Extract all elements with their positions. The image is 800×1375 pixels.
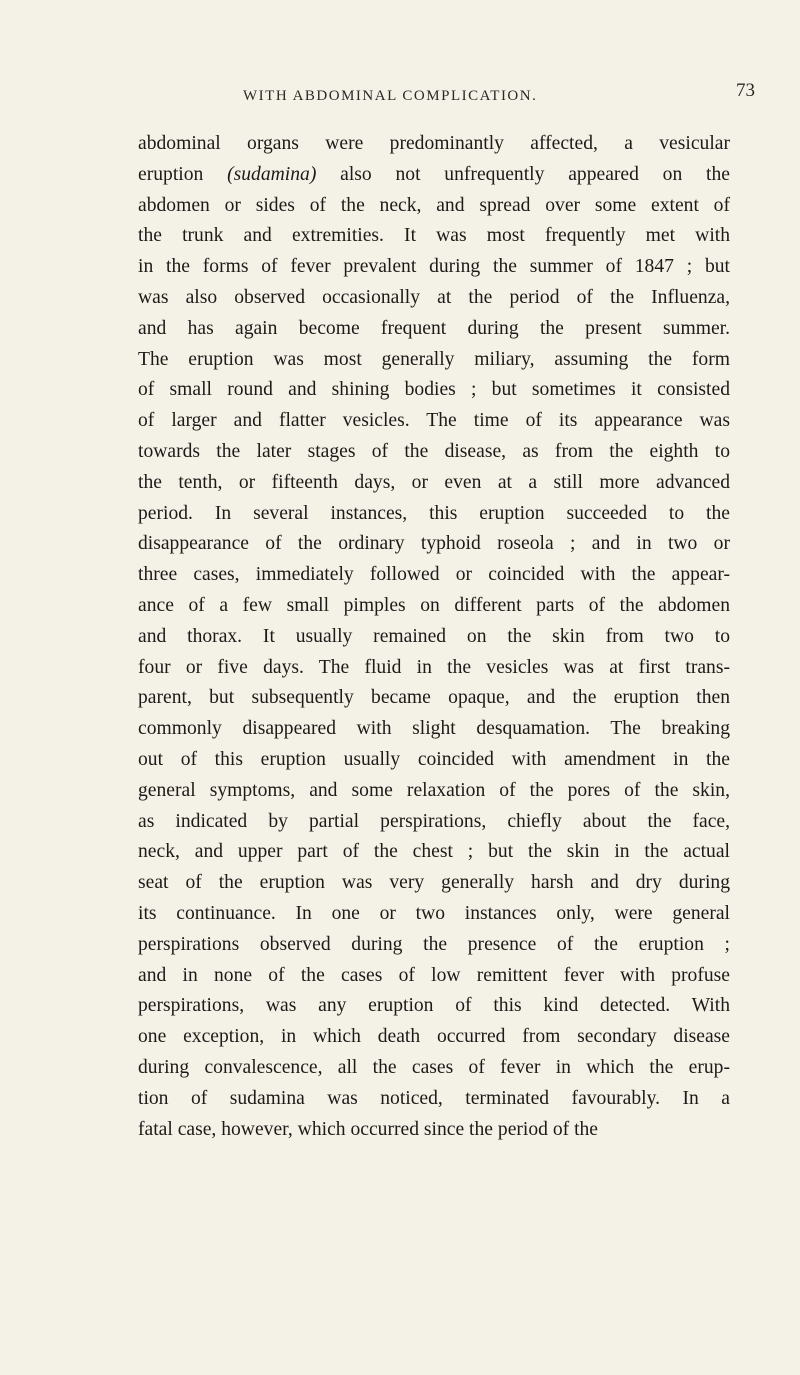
- text-line: general symptoms, and some relaxation of the pores of the skin,: [138, 779, 730, 801]
- text-line: perspirations, was any eruption of this kind detected. With: [138, 995, 730, 1017]
- text-line: towards the later stages of the disease, as from the eighth to: [138, 440, 730, 462]
- text-line: as indicated by partial perspirations, chiefly about the face,: [138, 810, 730, 832]
- text-line: fatal case, however, which occurred since the period of the: [138, 1118, 599, 1140]
- text-line: The eruption was most generally miliary, assuming the form: [138, 348, 730, 370]
- text-line: neck, and upper part of the chest ; but the skin in the actual: [138, 841, 730, 863]
- text-line: commonly disappeared with slight desquamation. The breaking: [138, 718, 730, 740]
- text-line: and thorax. It usually remained on the skin from two to: [138, 625, 730, 647]
- text-line: ance of a few small pimples on different parts of the abdomen: [138, 594, 730, 616]
- text-line: and has again become frequent during the present summer.: [138, 317, 730, 339]
- text-line: parent, but subsequently became opaque, and the eruption then: [138, 687, 730, 709]
- text-line: perspirations observed during the presence of the eruption ;: [138, 933, 730, 955]
- text-line: tion of sudamina was noticed, terminated favourably. In a: [138, 1087, 730, 1109]
- text-line: was also observed occasionally at the period of the Influenza,: [138, 286, 730, 308]
- text-line: the trunk and extremities. It was most frequently met with: [138, 225, 730, 247]
- text-line: the tenth, or fifteenth days, or even at a still more advanced: [138, 471, 730, 493]
- text-line-start: eruption: [138, 163, 228, 185]
- text-line: in the forms of fever prevalent during the summer of 1847 ; but: [138, 256, 730, 278]
- text-line: four or five days. The fluid in the vesicles was at first trans-: [138, 656, 730, 678]
- text-line: and in none of the cases of low remittent fever with profuse: [138, 964, 730, 986]
- text-line: period. In several instances, this eruption succeeded to the: [138, 502, 730, 524]
- page-number: 73: [736, 80, 755, 101]
- text-line: one exception, in which death occurred from secondary disease: [138, 1026, 730, 1048]
- italic-term-sudamina: (sudamina): [227, 163, 317, 185]
- text-line: disappearance of the ordinary typhoid roseola ; and in two or: [138, 533, 730, 555]
- text-line: during convalescence, all the cases of fever in which the erup-: [138, 1056, 730, 1078]
- text-line: its continuance. In one or two instances only, were general: [138, 902, 730, 924]
- text-line: three cases, immediately followed or coincided with the appear-: [138, 564, 730, 586]
- text-line: abdomen or sides of the neck, and spread over some extent of: [138, 194, 730, 216]
- text-line: out of this eruption usually coincided with amendment in the: [138, 748, 730, 770]
- text-line-end: also not unfrequently appeared on the: [316, 163, 730, 185]
- text-line: seat of the eruption was very generally harsh and dry during: [138, 872, 730, 894]
- running-head: WITH ABDOMINAL COMPLICATION.: [243, 88, 538, 104]
- text-line: of small round and shining bodies ; but sometimes it consisted: [138, 379, 730, 401]
- body-paragraph: [138, 129, 730, 1145]
- text-line: [138, 160, 730, 191]
- text-line: of larger and flatter vesicles. The time of its appearance was: [138, 410, 730, 432]
- text-line: abdominal organs were predominantly affected, a vesicular: [138, 133, 730, 154]
